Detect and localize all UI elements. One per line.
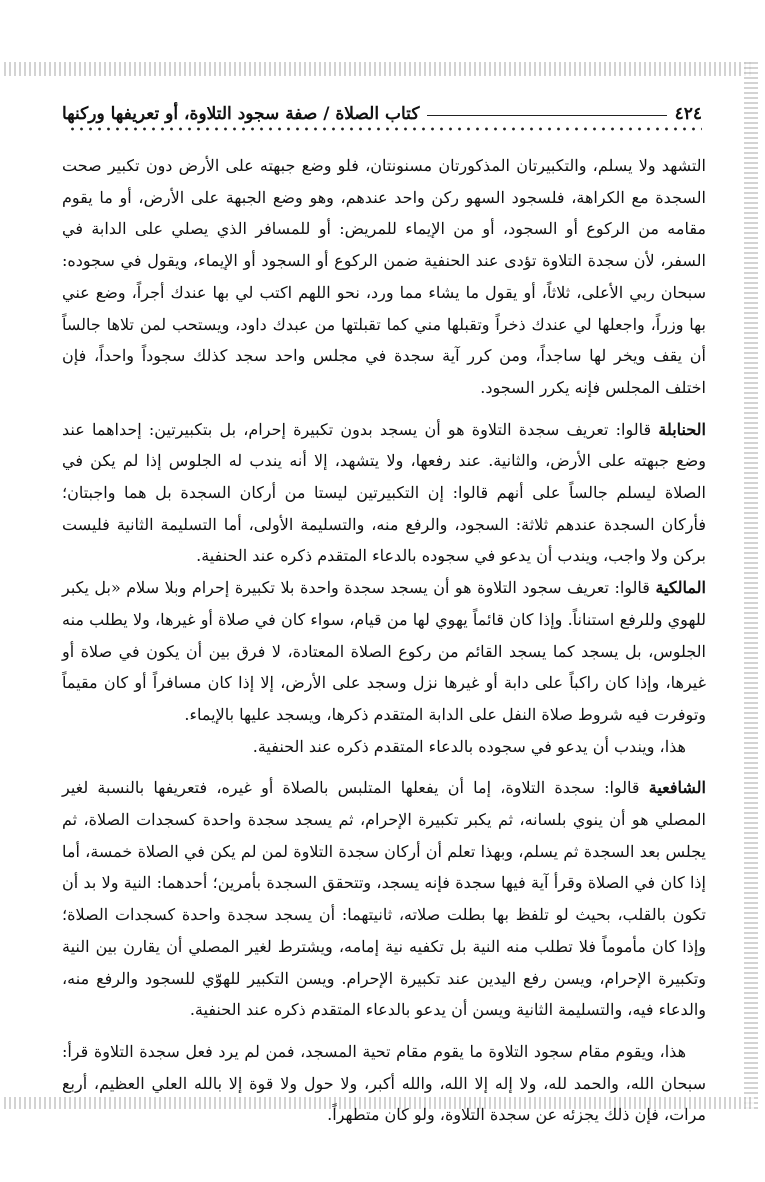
page-number: ٤٢٤ <box>674 104 702 124</box>
paragraph-shafiiyya: الشافعية قالوا: سجدة التلاوة، إما أن يفعلها المتلبس بالصلاة أو غيره، فتعريفها بالنسبة لغير المصلي هو أن ينوي بلسانه، ثم يكبر تكبيرة الإحرام، ثم يسجد سجدة واحدة كسجدات الصلاة، ثم يجلس بعد السجدة ثم يسلم، وبهذا تعلم أن أركان سجدة التلاوة لمن لم يكن في الصلاة خمسة، أما إذا كان في الصلاة وقرأ آية فيها سجدة فإنه يسجد، وتتحقق السجدة بأمرين؛ أحدهما: النية ولا بد أن تكون بالقلب، بحيث لو تلفظ بها بطلت صلاته، ثانيتهما: أن يسجد سجدة واحدة كسجدات الصلاة؛ وإذا كان مأموماً فلا تطلب منه النية بل تكفيه نية إمامه، ويشترط لغير المصلي أن يقارن بين النية وتكبيرة الإحرام، ويسن رفع اليدين عند تكبيرة الإحرام. ويسن التكبير للهوّي للسجود والرفع منه، والدعاء فيه، والتسليمة الثانية ويسن أن يدعو بالدعاء المتقدم ذكره عند الحنفية. <box>62 778 706 1020</box>
paragraph-hanafi-continuation: التشهد ولا يسلم، والتكبيرتان المذكورتان مسنونتان، فلو وضع جبهته على الأرض دون تكبير صحت السجدة مع الكراهة، فلسجود السهو ركن واحد عندهم، وهو وضع الجبهة على الأرض، أو ما يقوم مقامه من الركوع أو السجود، أو من الإيماء للمريض: أو للمسافر الذي يصلي على الدابة في السفر، لأن سجدة التلاوة تؤدى عند الحنفية ضمن الركوع أو السجود أو الإيماء، ويقول في سجوده: سبحان ربي الأعلى، ثلاثاً، أو يقول ما يشاء مما ورد، نحو اللهم اكتب لي بها عندك أجراً، وضع عني بها وزراً، واجعلها لي عندك ذخراً وتقبلها مني كما تقبلتها من عبدك داود، ويستحب لمن تلاها جالساً أن يقف ويخر لها ساجداً، ومن كرر آية سجدة في مجلس واحد سجد كذلك سجوداً واحداً، فإن اختلف المجلس فإنه يكرر السجود. <box>62 156 707 397</box>
header-rule <box>427 115 666 116</box>
decorative-border-top <box>4 62 754 76</box>
school-name-hanabila: الحنابلة <box>658 419 706 439</box>
paragraph-malikiyya: المالكية قالوا: تعريف سجود التلاوة هو أن يسجد سجدة واحدة بلا تكبيرة إحرام وبلا سلام «بل يكبر للهوي وللرفع استناناً. وإذا كان قائماً يهوي لها من قيام، سواء كان في صلاة أو غيرها، ولا يطلب منه الجلوس، بل يسجد كما يسجد القائم من ركوع الصلاة المعتادة، لا فرق بين أن يكون في صلاة أو غيرها، وإذا كان راكباً على دابة أو غيرها نزل وسجد على الأرض، إلا إذا كان مسافراً أو كان مقيماً وتوفرت فيه شروط صلاة النفل على الدابة المتقدم ذكرها، ويسجد عليها بالإيماء. <box>62 578 707 724</box>
school-name-shafiiyya: الشافعية <box>648 778 706 798</box>
school-name-malikiyya: المالكية <box>655 578 706 598</box>
dotted-separator <box>68 126 702 132</box>
paragraph-shafiiyya-note: هذا، ويقوم مقام سجود التلاوة ما يقوم مقام تحية المسجد، فمن لم يرد فعل سجدة التلاوة قرأ: سبحان الله، والحمد لله، ولا إله إلا الله، والله أكبر، ولا حول ولا قوة إلا بالله العلي العظيم، أربع مرات، فإن ذلك يجزئه عن سجدة التلاوة، ولو كان متطهراً. <box>62 1041 707 1125</box>
running-header <box>62 96 702 124</box>
decorative-border-right <box>744 62 758 1109</box>
page-body <box>62 150 706 1131</box>
running-title: كتاب الصلاة / صفة سجود التلاوة، أو تعريفها وركنها <box>62 104 420 124</box>
paragraph-malikiyya-note: هذا، ويندب أن يدعو في سجوده بالدعاء المتقدم ذكره عند الحنفية. <box>252 736 686 756</box>
paragraph-hanabila: الحنابلة قالوا: تعريف سجدة التلاوة هو أن يسجد بدون تكبيرة إحرام، بل بتكبيرتين: إحداهما عند وضع جبهته على الأرض، والثانية. عند رفعها، ولا يتشهد، إلا أنه يندب له الجلوس إذا لم يكن في الصلاة ليسلم جالساً على أنهم قالوا: إن التكبيرتين ليستا من أركان السجدة بل هما واجبتان؛ فأركان السجدة عندهم ثلاثة: السجود، والرفع منه، والتسليمة الأولى، أما التسليمة الثانية فليست بركن ولا واجب، ويندب أن يدعو في سجوده بالدعاء المتقدم ذكره عند الحنفية. <box>62 419 706 566</box>
